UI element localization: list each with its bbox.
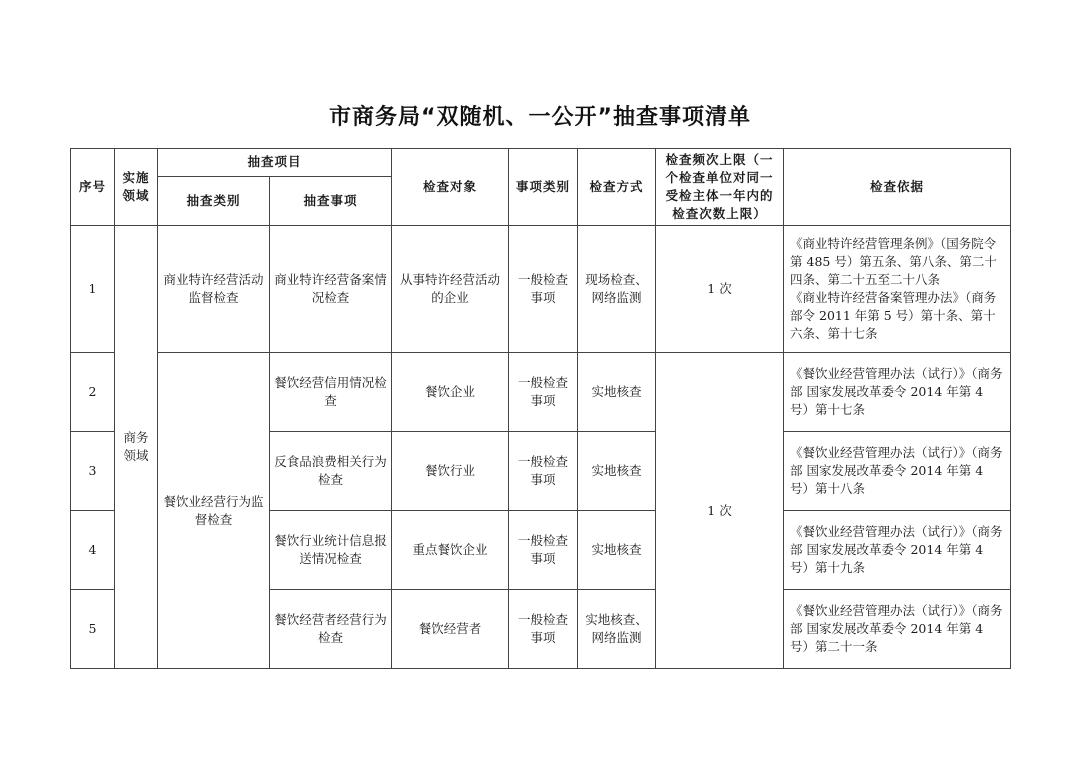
cell-object: 餐饮行业 bbox=[392, 432, 509, 511]
header-item: 抽查事项 bbox=[270, 176, 392, 225]
cell-object: 餐饮经营者 bbox=[392, 590, 509, 669]
cell-type: 一般检查事项 bbox=[509, 590, 578, 669]
cell-seq: 3 bbox=[71, 432, 115, 511]
document-title: 市商务局“双随机、一公开”抽查事项清单 bbox=[329, 105, 751, 130]
cell-method: 现场检查、网络监测 bbox=[578, 226, 656, 353]
cell-basis: 《餐饮业经营管理办法（试行）》（商务部 国家发展改革委令 2014 年第 4 号）第十九条 bbox=[784, 511, 1011, 590]
header-category: 抽查类别 bbox=[158, 176, 270, 225]
header-project: 抽查项目 bbox=[158, 149, 392, 177]
cell-object: 重点餐饮企业 bbox=[392, 511, 509, 590]
cell-item: 反食品浪费相关行为检查 bbox=[270, 432, 392, 511]
cell-basis: 《餐饮业经营管理办法（试行）》（商务部 国家发展改革委令 2014 年第 4 号）第十八条 bbox=[784, 432, 1011, 511]
header-frequency: 检查频次上限（一个检查单位对同一受检主体一年内的检查次数上限） bbox=[656, 149, 784, 226]
cell-domain: 商务领域 bbox=[115, 226, 158, 669]
header-seq: 序号 bbox=[71, 149, 115, 226]
cell-seq: 2 bbox=[71, 353, 115, 432]
cell-type: 一般检查事项 bbox=[509, 511, 578, 590]
cell-type: 一般检查事项 bbox=[509, 432, 578, 511]
table-row bbox=[71, 353, 1011, 432]
header-method: 检查方式 bbox=[578, 149, 656, 226]
cell-method: 实地核查 bbox=[578, 511, 656, 590]
inspection-table bbox=[70, 148, 1011, 669]
cell-basis: 《餐饮业经营管理办法（试行）》（商务部 国家发展改革委令 2014 年第 4 号）第十七条 bbox=[784, 353, 1011, 432]
cell-object: 从事特许经营活动的企业 bbox=[392, 226, 509, 353]
cell-frequency: 1 次 bbox=[656, 353, 784, 669]
cell-basis: 《餐饮业经营管理办法（试行）》（商务部 国家发展改革委令 2014 年第 4 号）第二十一条 bbox=[784, 590, 1011, 669]
table-row bbox=[71, 226, 1011, 353]
cell-frequency: 1 次 bbox=[656, 226, 784, 353]
header-object: 检查对象 bbox=[392, 149, 509, 226]
cell-category: 餐饮业经营行为监督检查 bbox=[158, 353, 270, 669]
cell-item: 商业特许经营备案情况检查 bbox=[270, 226, 392, 353]
cell-item: 餐饮行业统计信息报送情况检查 bbox=[270, 511, 392, 590]
cell-item: 餐饮经营者经营行为检查 bbox=[270, 590, 392, 669]
cell-seq: 5 bbox=[71, 590, 115, 669]
cell-method: 实地核查 bbox=[578, 432, 656, 511]
cell-seq: 1 bbox=[71, 226, 115, 353]
cell-method: 实地核查、网络监测 bbox=[578, 590, 656, 669]
cell-item: 餐饮经营信用情况检查 bbox=[270, 353, 392, 432]
cell-type: 一般检查事项 bbox=[509, 226, 578, 353]
cell-method: 实地核查 bbox=[578, 353, 656, 432]
cell-category: 商业特许经营活动监督检查 bbox=[158, 226, 270, 353]
header-type: 事项类别 bbox=[509, 149, 578, 226]
header-domain: 实施领域 bbox=[115, 149, 158, 226]
cell-basis: 《商业特许经营管理条例》（国务院令第 485 号）第五条、第八条、第二十四条、第二十五至二十八条 《商业特许经营备案管理办法》（商务部令 2011 年第 5 号）第十条、第十六条、第十七条 bbox=[784, 226, 1011, 353]
header-basis: 检查依据 bbox=[784, 149, 1011, 226]
cell-type: 一般检查事项 bbox=[509, 353, 578, 432]
cell-seq: 4 bbox=[71, 511, 115, 590]
cell-object: 餐饮企业 bbox=[392, 353, 509, 432]
